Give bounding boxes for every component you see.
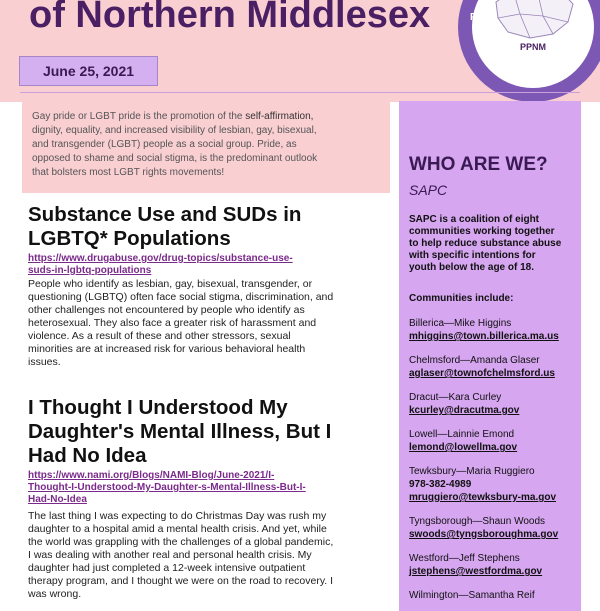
article-1-body: People who identify as lesbian, gay, bisexual, transgender, or questioning (LGBTQ) often face social stigma, discrimination, and other challenges not encountered by people who identify as heterosexual. They also face a greater risk of harassment and violence. As a result of these and other stressors, sexual minorities are at increased risk for various behavioral health issues. — [28, 278, 334, 368]
intro-line-5: that bolsters most LGBT rights movements! — [32, 167, 225, 178]
article-2-title: I Thought I Understood My Daughter's Mental Illness, But I Had No Idea — [28, 396, 332, 467]
logo-ring-text: Northern Middlesex — [483, 51, 583, 86]
intro-box — [22, 101, 390, 193]
sidebar-description: SAPC is a coalition of eight communities working together to help reduce substance abuse with specific intentions for youth below the age of 18. — [409, 214, 562, 273]
article-2-body: The last thing I was expecting to do Christmas Day was rush my daughter to a hospital amid a mental health crisis. And yet, while the world was grappling with the challenges of a global pandemic, I was dealing with another real and personal health crisis. My daughter had just completed a 12-week intensive outpatient therapy program, and I thought we were on the road to recovery. I was wrong. — [28, 510, 334, 600]
community-email[interactable]: lemond@lowellma.gov — [409, 442, 518, 453]
community-westford: Westford—Jeff Stephens jstephens@westfordma.gov — [409, 552, 581, 578]
community-tewksbury: Tewksbury—Maria Ruggiero 978-382-4989 mruggiero@tewksbury-ma.gov — [409, 465, 581, 504]
community-lowell: Lowell—Lainnie Emond lemond@lowellma.gov — [409, 428, 581, 454]
logo-lettering: PPNM — [519, 42, 546, 52]
header-divider — [20, 92, 580, 93]
communities-heading: Communities include: — [409, 293, 514, 304]
community-email[interactable]: aglaser@townofchelmsford.us — [409, 368, 555, 379]
community-email[interactable]: kcurley@dracutma.gov — [409, 405, 520, 416]
intro-line-3: and transgender (LGBT) people as a social group. Pride, as — [32, 139, 297, 150]
community-tyngsborough: Tyngsborough—Shaun Woods swoods@tyngsboroughma.gov — [409, 515, 581, 541]
community-chelmsford: Chelmsford—Amanda Glaser aglaser@townofchelmsford.us — [409, 354, 581, 380]
community-dracut: Dracut—Kara Curley kcurley@dracutma.gov — [409, 391, 581, 417]
community-email[interactable]: mhiggins@town.billerica.ma.us — [409, 331, 559, 342]
community-email[interactable]: jstephens@westfordma.gov — [409, 566, 543, 577]
logo-top-letter: P — [470, 12, 477, 23]
article-2-link[interactable]: https://www.nami.org/Blogs/NAMI-Blog/June-2021/I- Thought-I-Understood-My-Daughter-s-Mental-Illness-But-I- Had-No-Idea — [28, 470, 306, 505]
community-phone: 978-382-4989 — [409, 479, 472, 490]
community-billerica: Billerica—Mike Higgins mhiggins@town.billerica.ma.us — [409, 317, 581, 343]
article-1-title: Substance Use and SUDs in LGBTQ* Populations — [28, 203, 302, 250]
newsletter-title: of Northern Middlesex — [29, 0, 431, 36]
community-wilmington: Wilmington—Samantha Reif — [409, 590, 535, 601]
sidebar-heading: WHO ARE WE? — [409, 154, 548, 175]
sidebar-subheading: SAPC — [409, 182, 448, 198]
ppnm-logo — [458, 0, 600, 102]
community-email[interactable]: mruggiero@tewksbury-ma.gov — [409, 492, 557, 503]
intro-line-1: Gay pride or LGBT pride is the promotion of the self-affirmation, — [32, 111, 314, 122]
date-badge: June 25, 2021 — [19, 56, 158, 86]
community-email[interactable]: swoods@tyngsboroughma.gov — [409, 529, 559, 540]
intro-line-4: opposed to shame and social stigma, is the predominant outlook — [32, 153, 318, 164]
article-1-link[interactable]: https://www.drugabuse.gov/drug-topics/substance-use- suds-in-lgbtq-populations — [28, 253, 293, 276]
intro-line-2: dignity, equality, and increased visibility of lesbian, gay, bisexual, — [32, 125, 317, 136]
